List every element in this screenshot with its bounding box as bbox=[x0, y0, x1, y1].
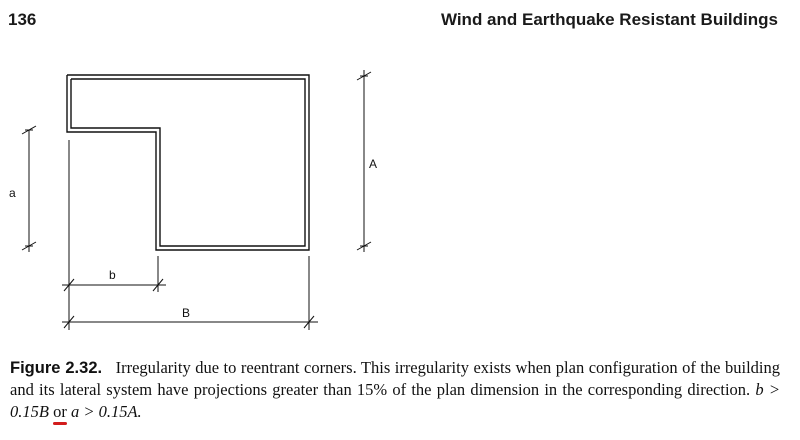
outer-wall bbox=[67, 75, 309, 250]
dimension-label-b: b bbox=[109, 268, 116, 282]
caption-math-a: a > 0.15A. bbox=[70, 402, 142, 421]
caption-math-b: b > 0.15B bbox=[10, 380, 780, 421]
dimension-label-A: A bbox=[369, 157, 378, 171]
caption-label: Figure 2.32. bbox=[10, 359, 103, 377]
inner-wall bbox=[71, 79, 305, 246]
dimension-label-a: a bbox=[9, 186, 16, 200]
dimension-label-B: B bbox=[182, 306, 191, 320]
running-title: Wind and Earthquake Resistant Buildings bbox=[440, 10, 778, 29]
building-outline bbox=[67, 75, 309, 250]
extension-lines bbox=[69, 140, 309, 330]
caption-text: Irregularity due to reentrant corners. This irregularity exists when plan configuration of the building and its lateral system have projections greater than 15% of the plan dimension in the corresponding direction. bbox=[10, 358, 780, 399]
figure-caption bbox=[10, 357, 780, 423]
caption-or-underlined: or bbox=[53, 402, 67, 421]
page-number: 136 bbox=[8, 10, 37, 29]
dimension-a bbox=[22, 126, 36, 252]
